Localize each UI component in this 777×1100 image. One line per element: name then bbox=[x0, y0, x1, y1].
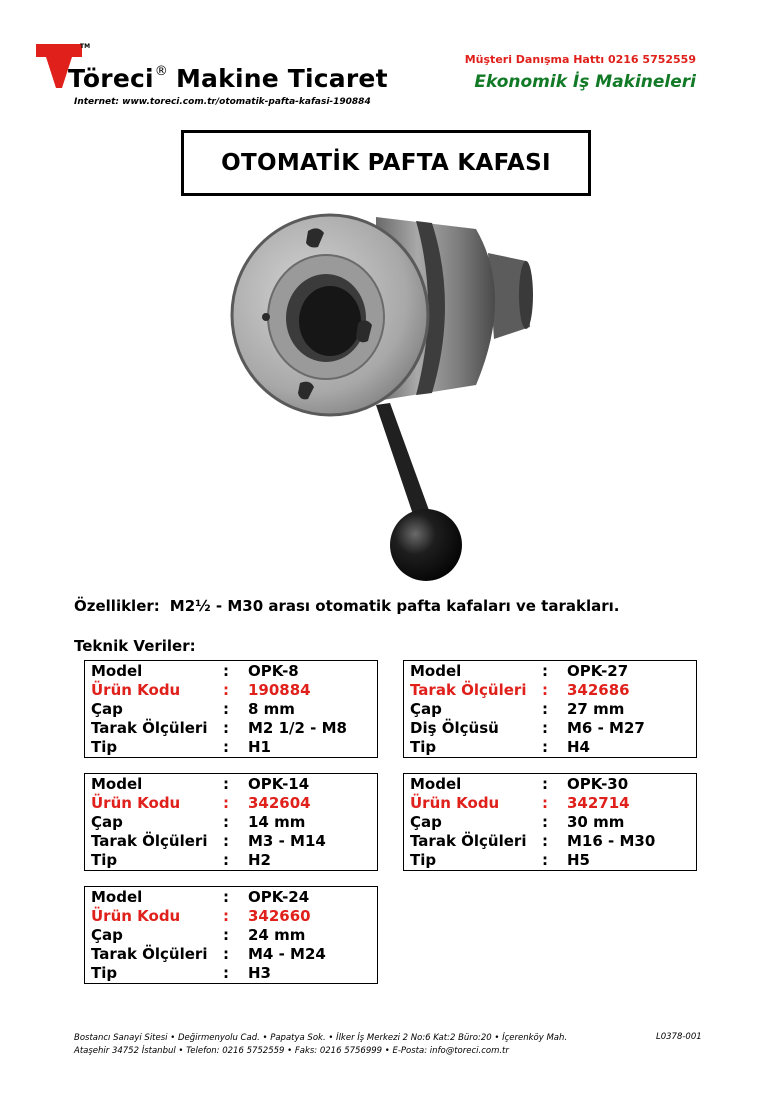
spec-value: M4 - M24 bbox=[248, 945, 326, 963]
spec-value: M6 - M27 bbox=[567, 719, 645, 737]
spec-colon: : bbox=[223, 738, 229, 756]
spec-box-opk-14 bbox=[84, 773, 378, 871]
spec-colon: : bbox=[542, 719, 548, 737]
spec-row bbox=[91, 738, 377, 757]
spec-colon: : bbox=[223, 945, 229, 963]
spec-box-opk-27 bbox=[403, 660, 697, 758]
spec-value: 342686 bbox=[567, 681, 630, 699]
spec-value: H1 bbox=[248, 738, 271, 756]
product-image bbox=[226, 205, 542, 590]
spec-key: Çap bbox=[91, 813, 123, 831]
spec-row bbox=[91, 700, 377, 719]
spec-value: H4 bbox=[567, 738, 590, 756]
spec-value: M2 1/2 - M8 bbox=[248, 719, 347, 737]
features-text: M2½ - M30 arası otomatik pafta kafaları ve tarakları. bbox=[169, 597, 620, 615]
spec-row bbox=[91, 775, 377, 794]
spec-colon: : bbox=[542, 794, 548, 812]
spec-value: 190884 bbox=[248, 681, 311, 699]
spec-colon: : bbox=[542, 681, 548, 699]
spec-key: Tarak Ölçüleri bbox=[91, 945, 208, 963]
spec-value: 14 mm bbox=[248, 813, 306, 831]
footer-line-1: Bostancı Sanayi Sitesi • Değirmenyolu Cad. • Papatya Sok. • İlker İş Merkezi 2 No:6 Kat:2 Büro:20 • İçerenköy Mah. bbox=[74, 1033, 568, 1043]
spec-key: Çap bbox=[91, 700, 123, 718]
spec-row bbox=[91, 945, 377, 964]
spec-colon: : bbox=[542, 775, 548, 793]
spec-colon: : bbox=[223, 851, 229, 869]
spec-row bbox=[410, 700, 696, 719]
spec-key: Tarak Ölçüleri bbox=[410, 832, 527, 850]
spec-box-opk-30 bbox=[403, 773, 697, 871]
spec-key: Ürün Kodu bbox=[410, 794, 500, 812]
spec-key: Model bbox=[91, 775, 143, 793]
spec-value: OPK-14 bbox=[248, 775, 310, 793]
spec-value: H5 bbox=[567, 851, 590, 869]
spec-value: 30 mm bbox=[567, 813, 625, 831]
spec-colon: : bbox=[223, 964, 229, 982]
spec-key: Tip bbox=[410, 851, 437, 869]
spec-row bbox=[410, 738, 696, 757]
spec-value: 8 mm bbox=[248, 700, 295, 718]
spec-row bbox=[410, 719, 696, 738]
spec-colon: : bbox=[223, 681, 229, 699]
spec-key: Model bbox=[91, 662, 143, 680]
spec-value: H3 bbox=[248, 964, 271, 982]
spec-key: Ürün Kodu bbox=[91, 681, 181, 699]
spec-value: M16 - M30 bbox=[567, 832, 656, 850]
spec-value: H2 bbox=[248, 851, 271, 869]
spec-value: OPK-8 bbox=[248, 662, 299, 680]
spec-colon: : bbox=[542, 700, 548, 718]
spec-colon: : bbox=[223, 813, 229, 831]
page-title-box bbox=[181, 130, 591, 196]
spec-key: Çap bbox=[410, 813, 442, 831]
spec-value: 342714 bbox=[567, 794, 630, 812]
company-name: Töreci® Makine Ticaret bbox=[68, 64, 388, 93]
spec-key: Çap bbox=[410, 700, 442, 718]
spec-key: Model bbox=[410, 775, 462, 793]
spec-colon: : bbox=[223, 888, 229, 906]
spec-colon: : bbox=[223, 700, 229, 718]
spec-key: Ürün Kodu bbox=[91, 907, 181, 925]
spec-key: Tarak Ölçüleri bbox=[410, 681, 527, 699]
spec-row bbox=[91, 851, 377, 870]
spec-key: Diş Ölçüsü bbox=[410, 719, 499, 737]
spec-value: OPK-24 bbox=[248, 888, 310, 906]
spec-key: Tip bbox=[91, 964, 118, 982]
spec-key: Çap bbox=[91, 926, 123, 944]
spec-row bbox=[91, 832, 377, 851]
spec-value: OPK-30 bbox=[567, 775, 629, 793]
spec-row bbox=[410, 681, 696, 700]
spec-key: Ürün Kodu bbox=[91, 794, 181, 812]
page-title: OTOMATİK PAFTA KAFASI bbox=[221, 150, 551, 176]
spec-row bbox=[410, 794, 696, 813]
spec-row bbox=[91, 681, 377, 700]
spec-value: 27 mm bbox=[567, 700, 625, 718]
spec-row bbox=[91, 719, 377, 738]
spec-value: OPK-27 bbox=[567, 662, 629, 680]
spec-colon: : bbox=[223, 662, 229, 680]
spec-box-opk-8 bbox=[84, 660, 378, 758]
technical-data-label: Teknik Veriler: bbox=[74, 637, 196, 655]
spec-colon: : bbox=[542, 851, 548, 869]
spec-colon: : bbox=[223, 775, 229, 793]
spec-value: 342604 bbox=[248, 794, 311, 812]
spec-row bbox=[410, 851, 696, 870]
spec-box-opk-24 bbox=[84, 886, 378, 984]
spec-row bbox=[410, 775, 696, 794]
spec-colon: : bbox=[542, 832, 548, 850]
spec-colon: : bbox=[223, 832, 229, 850]
spec-colon: : bbox=[542, 738, 548, 756]
spec-key: Tarak Ölçüleri bbox=[91, 832, 208, 850]
features bbox=[74, 597, 619, 615]
footer-address bbox=[74, 1032, 567, 1058]
spec-value: 24 mm bbox=[248, 926, 306, 944]
spec-key: Model bbox=[410, 662, 462, 680]
trademark-mark: TM bbox=[80, 43, 91, 50]
spec-colon: : bbox=[223, 794, 229, 812]
spec-colon: : bbox=[542, 662, 548, 680]
spec-row bbox=[410, 662, 696, 681]
spec-colon: : bbox=[223, 926, 229, 944]
spec-colon: : bbox=[542, 813, 548, 831]
spec-key: Tip bbox=[410, 738, 437, 756]
spec-row bbox=[91, 794, 377, 813]
spec-key: Tip bbox=[91, 738, 118, 756]
spec-colon: : bbox=[223, 719, 229, 737]
customer-hotline: Müşteri Danışma Hattı 0216 5752559 bbox=[464, 53, 696, 66]
spec-row bbox=[410, 813, 696, 832]
company-slogan: Ekonomik İş Makineleri bbox=[474, 72, 696, 92]
spec-row bbox=[410, 832, 696, 851]
spec-row bbox=[91, 888, 377, 907]
spec-row bbox=[91, 926, 377, 945]
spec-value: 342660 bbox=[248, 907, 311, 925]
spec-row bbox=[91, 813, 377, 832]
document-code: L0378-001 bbox=[656, 1032, 702, 1042]
spec-row bbox=[91, 907, 377, 926]
spec-key: Tip bbox=[91, 851, 118, 869]
spec-key: Model bbox=[91, 888, 143, 906]
spec-row bbox=[91, 964, 377, 983]
footer-line-2: Ataşehir 34752 İstanbul • Telefon: 0216 5752559 • Faks: 0216 5756999 • E-Posta: info@toreci.com.tr bbox=[74, 1046, 509, 1056]
internet-address[interactable]: Internet: www.toreci.com.tr/otomatik-pafta-kafasi-190884 bbox=[74, 97, 371, 107]
spec-key: Tarak Ölçüleri bbox=[91, 719, 208, 737]
spec-value: M3 - M14 bbox=[248, 832, 326, 850]
features-label: Özellikler: bbox=[74, 597, 160, 615]
spec-colon: : bbox=[223, 907, 229, 925]
spec-row bbox=[91, 662, 377, 681]
